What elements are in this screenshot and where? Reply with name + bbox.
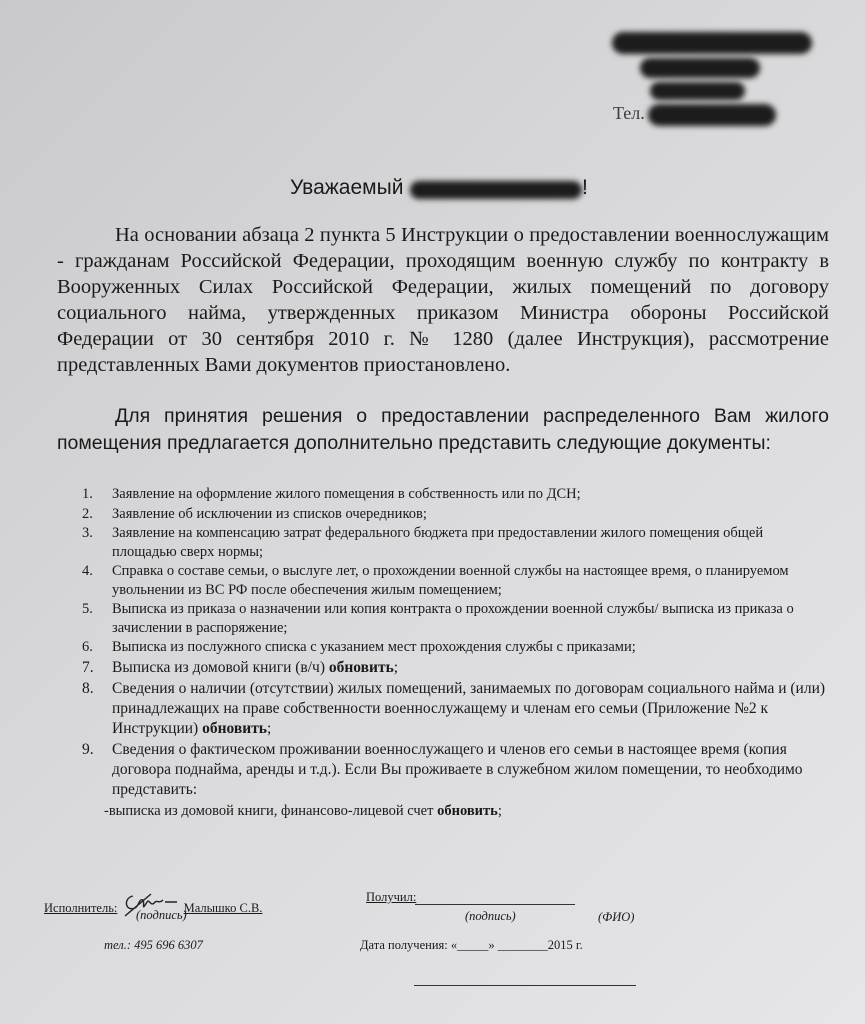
- document-item-text: Выписка из послужного списка с указанием мест прохождения службы с приказами;: [112, 639, 636, 655]
- document-item-number: 8.: [82, 679, 94, 697]
- executor-phone: тел.: 495 696 6307: [104, 938, 203, 952]
- document-item-text: Справка о составе семьи, о выслуге лет, о прохождении военной службы на настоящее время, о планируемом увольнении из ВС РФ после обеспечения жилым помещением;: [112, 563, 789, 598]
- document-item-suffix: ;: [267, 719, 272, 737]
- document-item-update-note: обновить: [202, 719, 267, 737]
- redacted-recipient-line-3: [650, 82, 745, 100]
- document-item-number: 3.: [82, 525, 93, 541]
- tail-suffix: ;: [497, 802, 502, 819]
- salutation: [290, 176, 588, 200]
- paragraph-2-text: Для принятия решения о предоставлении распределенного Вам жилого помещения предлагается дополнительно представить следующие документы:: [57, 405, 829, 454]
- document-item-text: Заявление на оформление жилого помещения в собственность или по ДСН;: [112, 486, 581, 502]
- document-item-suffix: ;: [393, 658, 399, 676]
- document-item: [60, 658, 830, 678]
- document-item-number: 9.: [82, 740, 94, 758]
- document-item-number: 5.: [82, 601, 93, 617]
- redacted-recipient-phone: [648, 104, 776, 126]
- document-item-text: Сведения о фактическом проживании военнослужащего и членов его семьи в настоящее время (копия договора поднайма, аренды и т.д.). Если Вы проживаете в служебном жилом помещении, то необходимо представить:: [112, 740, 803, 798]
- document-item-text: Заявление об исключении из списков очередников;: [112, 505, 427, 522]
- document-item-text: Заявление на компенсацию затрат федерального бюджета при предоставлении жилого помещения общей площадью сверх нормы;: [112, 525, 764, 560]
- tail-update-note: обновить: [437, 802, 498, 819]
- executor-name: Малышко С.В.: [183, 901, 263, 915]
- document-item-number: 1.: [82, 486, 93, 502]
- document-item: [60, 638, 830, 657]
- paragraph-2: [57, 403, 829, 457]
- redacted-addressee-name: [410, 181, 582, 199]
- document-item-number: 2.: [82, 505, 93, 522]
- tail-text: -выписка из домовой книги, финансово-лицевой счет: [104, 802, 438, 819]
- document-item: [60, 485, 830, 504]
- bottom-signature-line: [414, 985, 636, 986]
- document-item: [60, 740, 830, 800]
- document-item: [60, 679, 830, 739]
- document-item-text: Выписка из приказа о назначении или копия контракта о прохождении военной службы/ выписка из приказа о зачислении в распоряжение;: [112, 601, 794, 636]
- document-item-number: 6.: [82, 639, 93, 655]
- document-item-number: 7.: [82, 658, 94, 676]
- receipt-date: Дата получения: «_____» ________2015 г.: [360, 938, 583, 952]
- executor-signature-caption: (подпись): [136, 908, 187, 922]
- redacted-recipient-line-2: [640, 58, 760, 78]
- received-signature-line: [415, 904, 575, 905]
- paragraph-1-text: На основании абзаца 2 пункта 5 Инструкции о предоставлении военнослужащим - гражданам Российской Федерации, проходящим военную службу по контракту в Вооруженных Силах Российской Федерации, жилых помещений по договору социального найма, утвержденных приказом Министра обороны Российской Федерации от 30 сентября 2010 г. № 1280 (далее Инструкция), рассмотрение представленных Вами документов приостановлено.: [57, 224, 829, 376]
- document-item: [60, 600, 830, 637]
- document-item: [60, 505, 830, 524]
- received-name-caption: (ФИО): [598, 910, 635, 924]
- document-item: [60, 562, 830, 599]
- redacted-recipient-line-1: [612, 32, 812, 54]
- document-item-update-note: обновить: [328, 658, 394, 676]
- paragraph-1: [57, 222, 829, 378]
- document-item-text: Выписка из домовой книги (в/ч): [112, 658, 329, 676]
- documents-list: [60, 485, 830, 821]
- document-item-tail: [60, 802, 830, 821]
- received-signature-caption: (подпись): [465, 909, 516, 923]
- salutation-end: !: [582, 176, 588, 199]
- salutation-text: Уважаемый: [290, 176, 404, 199]
- document-item-number: 4.: [82, 563, 93, 579]
- document-item-text: Сведения о наличии (отсутствии) жилых помещений, занимаемых по договорам социального найма и (или) принадлежащих на праве собственности военнослужащему и членам его семьи (Приложение №2 к Инструкции): [112, 679, 826, 737]
- executor-label: Исполнитель:: [44, 901, 118, 915]
- recipient-phone-label: Тел.: [613, 103, 645, 123]
- received-label: Получил:: [366, 890, 417, 904]
- document-item: [60, 524, 830, 561]
